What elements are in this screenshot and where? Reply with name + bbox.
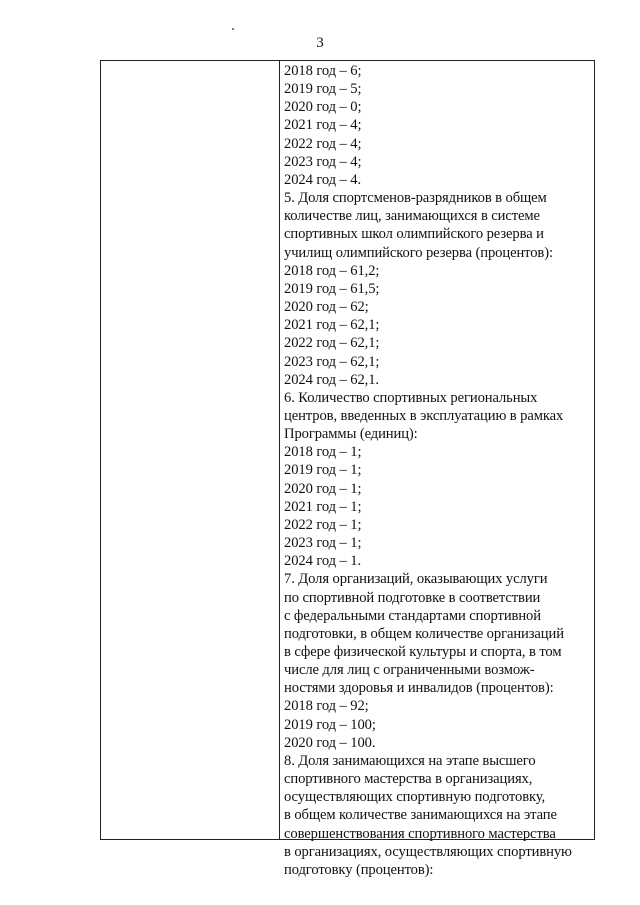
text-line: 2024 год – 1. — [284, 553, 361, 570]
text-line: 2023 год – 1; — [284, 535, 362, 552]
text-line: в организациях, осуществляющих спортивную — [284, 843, 572, 860]
text-line: 2018 год – 1; — [284, 444, 362, 461]
text-line: 2021 год – 1; — [284, 498, 362, 515]
text-line: 2018 год – 61,2; — [284, 262, 380, 279]
text-line: 2022 год – 4; — [284, 135, 362, 152]
scan-speck — [232, 28, 234, 30]
text-line: 2024 год – 4. — [284, 171, 361, 188]
column-divider — [279, 61, 280, 839]
text-line: Программы (единиц): — [284, 426, 418, 443]
text-line: спортивных школ олимпийского резерва и — [284, 226, 544, 243]
text-line: 2019 год – 5; — [284, 81, 362, 98]
text-line: совершенствования спортивного мастерства — [284, 825, 556, 842]
text-line: осуществляющих спортивную подготовку, — [284, 789, 546, 806]
text-line: 2022 год – 62,1; — [284, 335, 380, 352]
text-line: центров, введенных в эксплуатацию в рамках — [284, 407, 564, 424]
text-line: подготовку (процентов): — [284, 861, 434, 878]
text-line: с федеральными стандартами спортивной — [284, 607, 541, 624]
text-line: 2018 год – 6; — [284, 63, 362, 79]
text-line: 8. Доля занимающихся на этапе высшего — [284, 752, 536, 769]
text-line: 2019 год – 61,5; — [284, 280, 380, 297]
text-line: 2020 год – 0; — [284, 99, 362, 116]
text-line: количестве лиц, занимающихся в системе — [284, 208, 540, 225]
text-line: спортивного мастерства в организациях, — [284, 771, 533, 788]
text-line: 2019 год – 1; — [284, 462, 362, 479]
text-line: числе для лиц с ограниченными возмож- — [284, 662, 535, 679]
text-line: 5. Доля спортсменов-разрядников в общем — [284, 190, 547, 207]
page-number: 3 — [316, 35, 324, 51]
text-line: по спортивной подготовке в соответствии — [284, 589, 541, 606]
text-line: 2020 год – 1; — [284, 480, 362, 497]
text-line: 7. Доля организаций, оказывающих услуги — [284, 571, 548, 588]
text-line: 2023 год – 62,1; — [284, 353, 380, 370]
text-line: 2024 год – 62,1. — [284, 371, 379, 388]
text-line: 2019 год – 100; — [284, 716, 376, 733]
document-table — [100, 60, 595, 878]
text-line: 2021 год – 4; — [284, 117, 362, 134]
text-line: училищ олимпийского резерва (процентов): — [284, 244, 553, 261]
text-line: 2020 год – 62; — [284, 299, 369, 316]
content-cell — [284, 62, 594, 879]
text-line: 2018 год – 92; — [284, 698, 369, 715]
text-line: в сфере физической культуры и спорта, в том — [284, 644, 562, 660]
text-line: 2023 год – 4; — [284, 153, 362, 170]
text-line: ностями здоровья и инвалидов (процентов): — [284, 680, 554, 697]
text-line: в общем количестве занимающихся на этапе — [284, 807, 557, 824]
text-line: 2021 год – 62,1; — [284, 317, 380, 334]
text-line: подготовки, в общем количестве организаций — [284, 625, 564, 642]
text-line: 2020 год – 100. — [284, 734, 376, 751]
text-line: 6. Количество спортивных региональных — [284, 389, 538, 406]
text-line: 2022 год – 1; — [284, 516, 362, 533]
